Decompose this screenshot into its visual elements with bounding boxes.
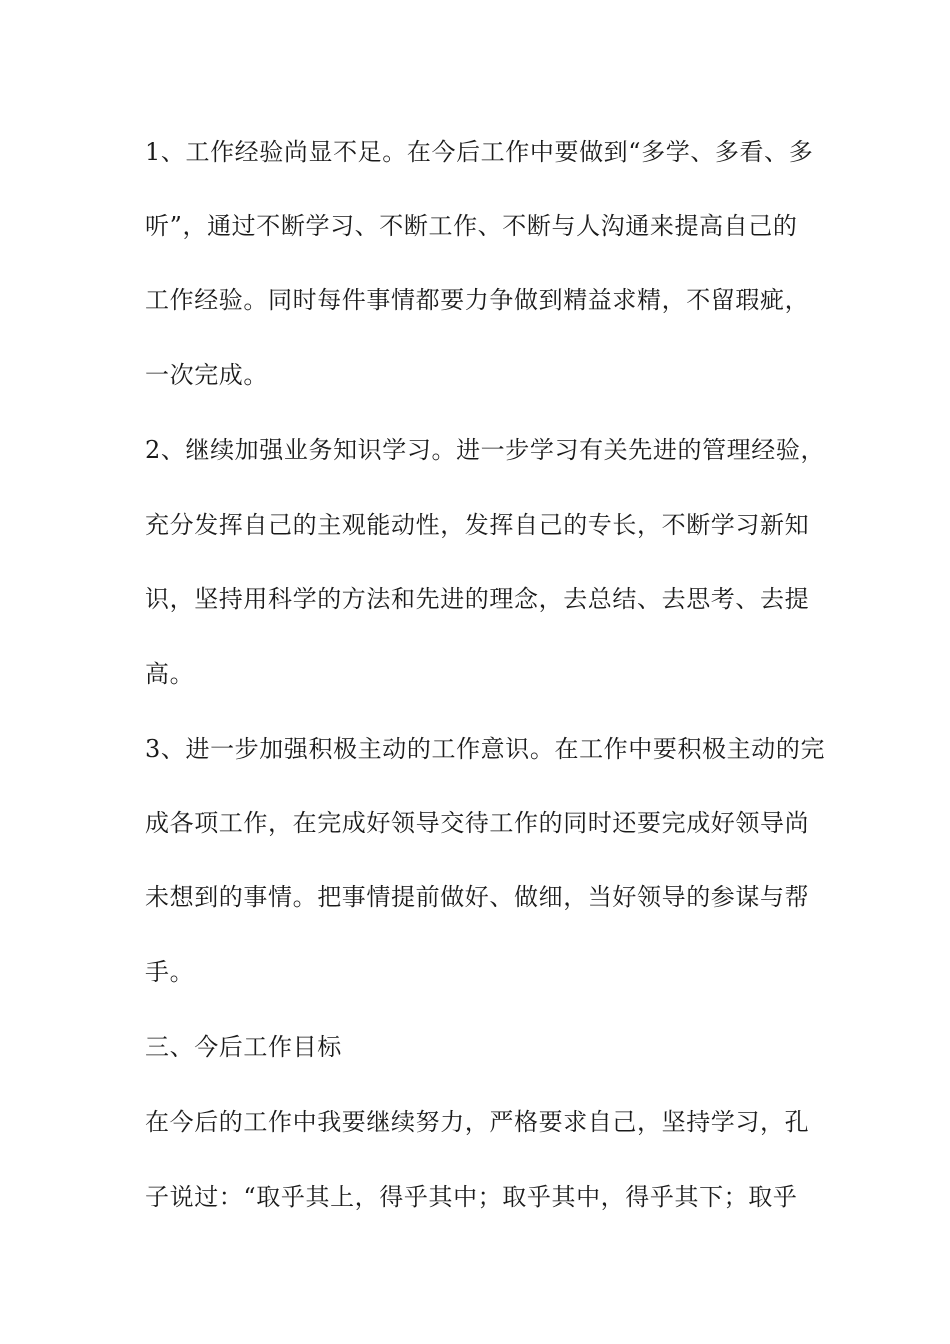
text-line: 一次完成。 (145, 361, 268, 389)
text-line: 子说过：“取乎其上，得乎其中；取乎其中，得乎其下；取乎 (145, 1183, 798, 1211)
text-line: 3、进一步加强积极主动的工作意识。在工作中要积极主动的完 (145, 735, 826, 763)
text-line: 1、工作经验尚显不足。在今后工作中要做到“多学、多看、多 (145, 138, 814, 166)
text-line: 未想到的事情。把事情提前做好、做细，当好领导的参谋与帮 (145, 883, 810, 911)
text-line: 充分发挥自己的主观能动性，发挥自己的专长，不断学习新知 (145, 511, 810, 539)
section-heading: 三、今后工作目标 (145, 1033, 342, 1061)
text-line: 高。 (145, 660, 195, 688)
text-line: 在今后的工作中我要继续努力，严格要求自己，坚持学习，孔 (145, 1108, 810, 1136)
text-line: 听”，通过不断学习、不断工作、不断与人沟通来提高自己的 (145, 212, 798, 240)
text-line: 2、继续加强业务知识学习。进一步学习有关先进的管理经验， (145, 436, 826, 464)
text-line: 识，坚持用科学的方法和先进的理念，去总结、去思考、去提 (145, 585, 810, 613)
text-line: 工作经验。同时每件事情都要力争做到精益求精，不留瑕疵， (145, 286, 810, 314)
text-line: 手。 (145, 958, 195, 986)
text-line: 成各项工作，在完成好领导交待工作的同时还要完成好领导尚 (145, 809, 810, 837)
